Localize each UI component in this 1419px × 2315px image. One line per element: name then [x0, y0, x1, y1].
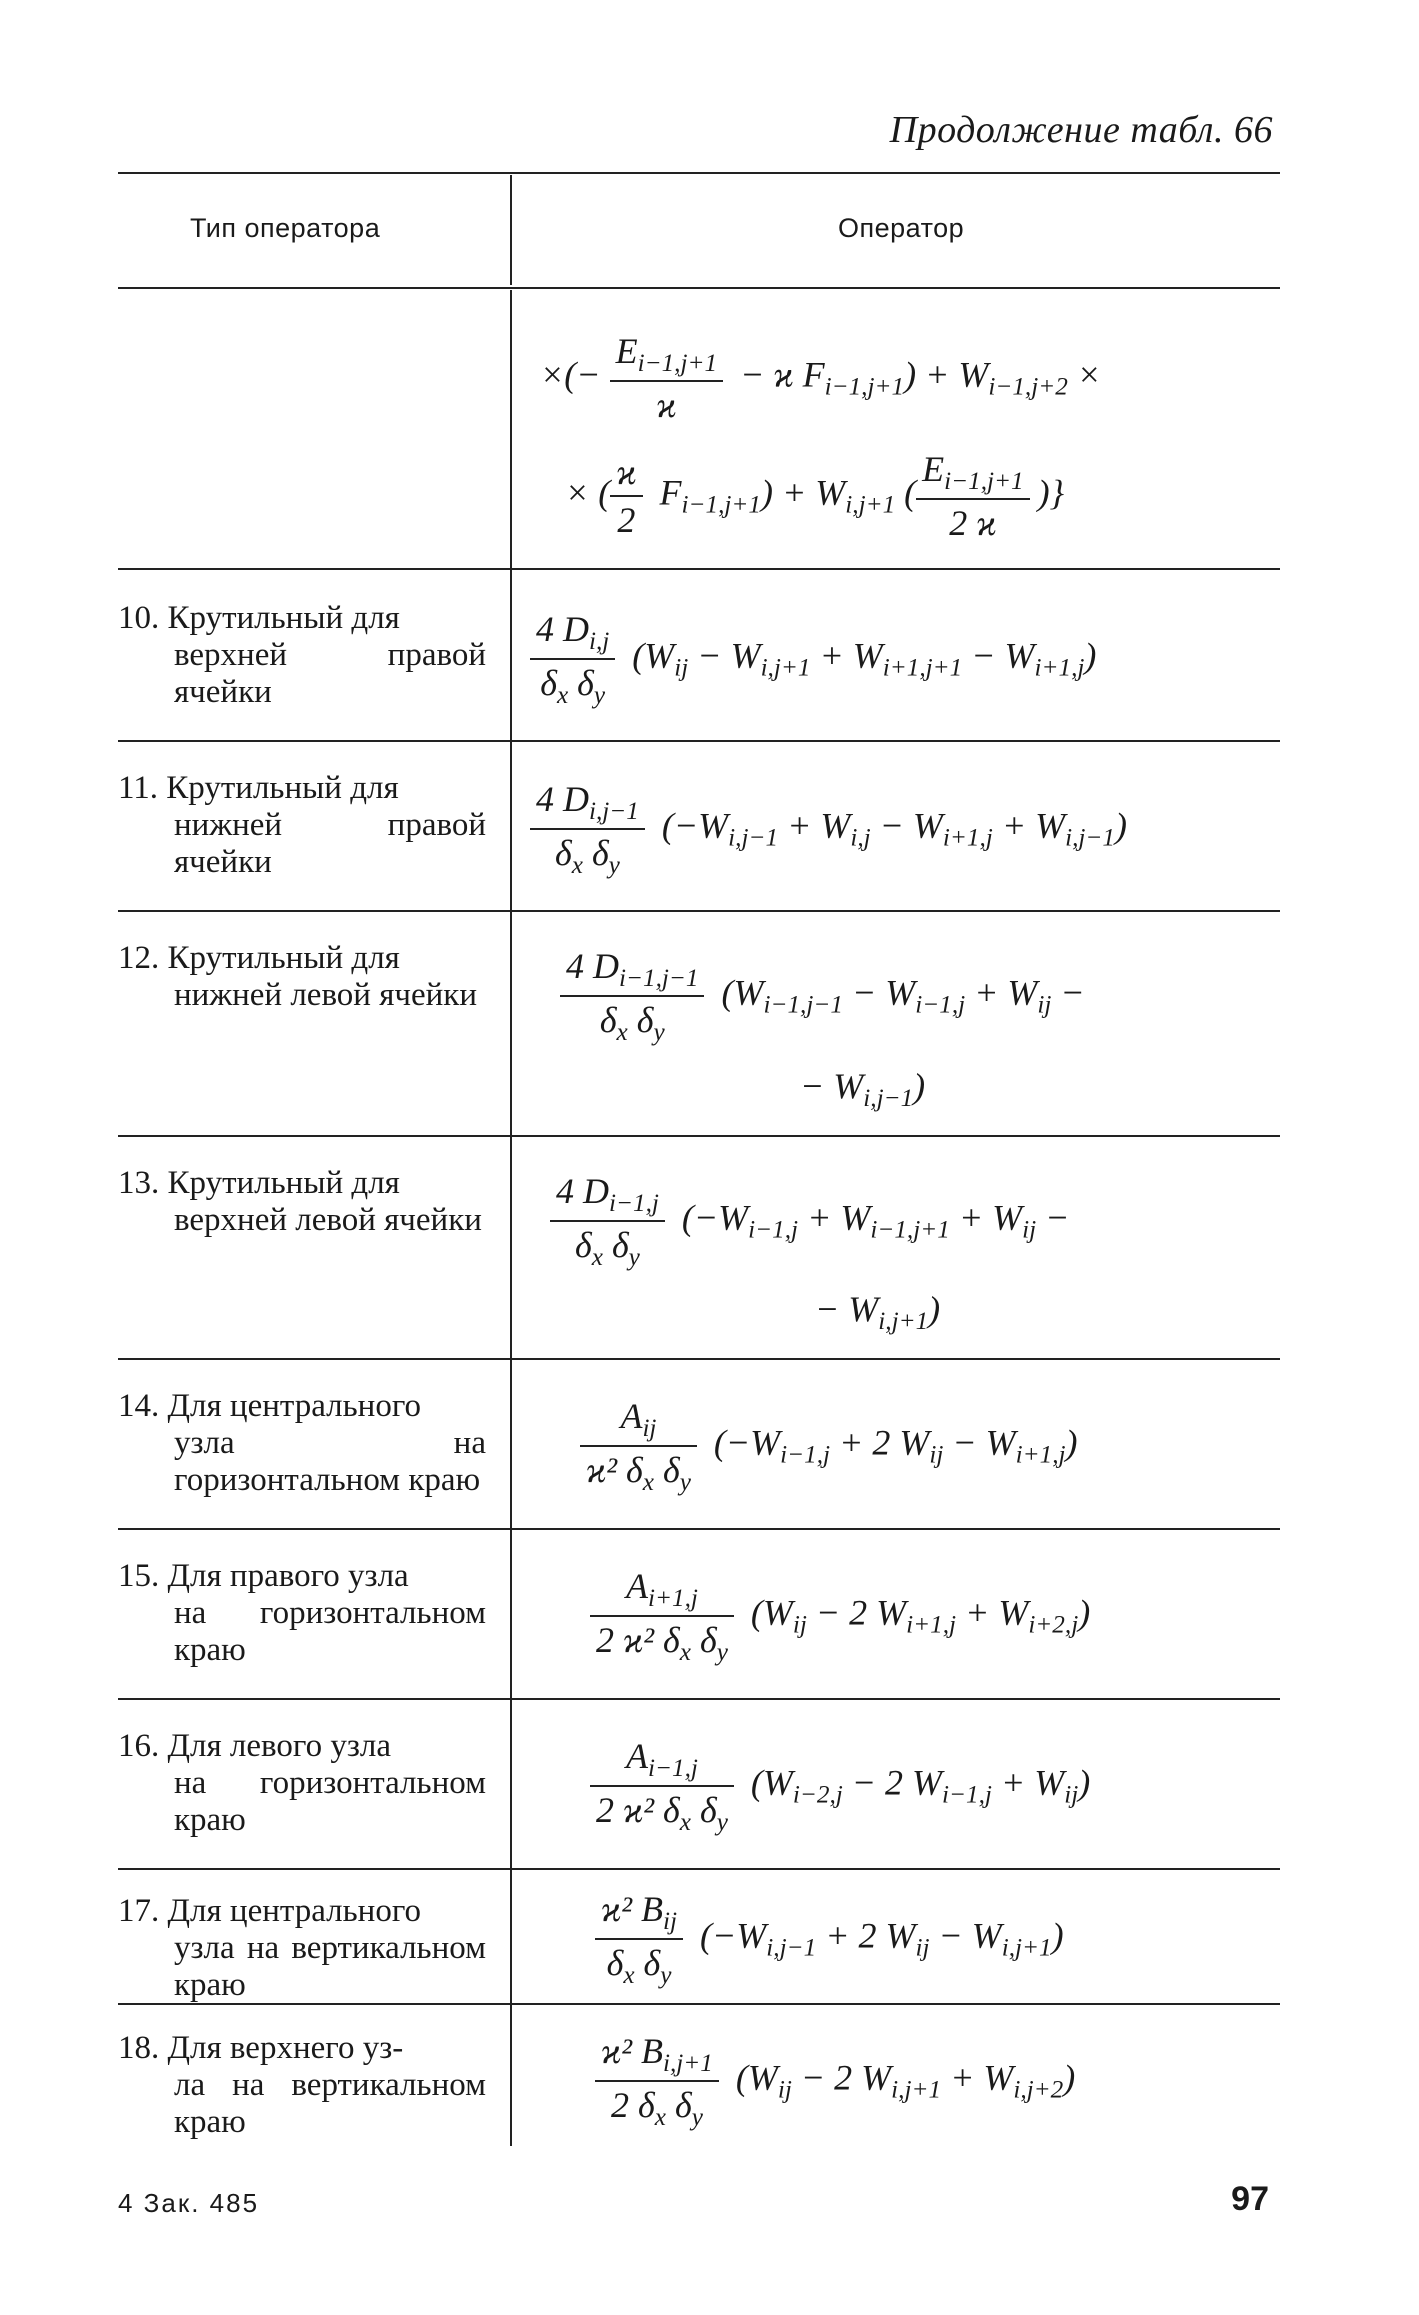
operator-type-rest: нижней левой ячейки — [174, 977, 477, 1013]
continuation-formula-line: × ( $\frac{ϰ}{2}$ $F_{i-1,j+1}) + W_{i,j+1}$ ( $\frac{E_{i-1,j+1}}{2 ϰ}$ )} — [565, 449, 1065, 544]
column-header-operator: Оператор — [838, 213, 965, 243]
table-row — [118, 1388, 486, 1499]
row-number: 11. — [118, 770, 159, 806]
row-divider — [118, 910, 1280, 912]
operator-type-first: Крутильный для — [167, 600, 400, 636]
table-header-rule — [118, 287, 1280, 289]
operator-formula: $\frac{ϰ^2 B_{i,j+1}}{2 \delta_x \delta_y}$ ($W_{ij} - 2$ $W_{i,j+1} + W_{i,j+2}$) — [595, 2030, 1075, 2132]
table-row — [118, 940, 486, 1014]
operator-type-rest: узла на горизонтальном краю — [174, 1425, 486, 1498]
row-divider — [118, 1698, 1280, 1700]
operator-type-rest: ла на вертикальном краю — [174, 2067, 486, 2140]
row-divider — [118, 740, 1280, 742]
operator-type-first: Крутильный для — [167, 1165, 400, 1201]
operator-type-rest: нижней правой ячейки — [174, 807, 486, 880]
operator-formula-continuation: − $W_{i,j+1}$) — [815, 1289, 941, 1336]
row-number: 13. — [118, 1165, 160, 1201]
table-row — [118, 1165, 486, 1239]
operator-type-first: Для центрального — [167, 1893, 422, 1929]
row-number: 12. — [118, 940, 160, 976]
operator-type-rest: на горизонтальном краю — [174, 1595, 486, 1668]
table-row — [118, 600, 486, 711]
operator-type-first: Для центрального — [167, 1388, 422, 1424]
row-number: 18. — [118, 2030, 160, 2066]
row-divider — [118, 1358, 1280, 1360]
row-number: 15. — [118, 1558, 160, 1594]
operator-formula: $\frac{4 D_{i,j}}{\delta_x \delta_y}$ $(W_{ij} - W_{i,j+1} + W_{i+1,j+1} - W_{i+1,j})$ — [530, 608, 1096, 710]
column-separator — [510, 175, 512, 285]
table-continuation-caption: Продолжение табл. 66 — [889, 109, 1273, 151]
operator-formula: $\frac{A_{i+1,j}}{2 ϰ^2 \delta_x \delta_y}$ ($W_{ij} - 2$ $W_{i+1,j} + W_{i+2,j}$) — [590, 1565, 1090, 1667]
table-top-rule — [118, 172, 1280, 174]
operator-type-rest: верхней левой ячейки — [174, 1202, 482, 1238]
row-number: 14. — [118, 1388, 160, 1424]
operator-type-rest: узла на вертикальном краю — [174, 1930, 486, 2003]
print-order-note: 4 Зак. 485 — [118, 2188, 260, 2218]
operator-formula: $\frac{A_{i-1,j}}{2 ϰ^2 \delta_x \delta_y}$ ($W_{i-2,j} - 2$ $W_{i-1,j} + W_{ij}$) — [590, 1735, 1090, 1837]
operator-formula: $\frac{ϰ^2 B_{ij}}{\delta_x \delta_y}$ ($-W_{i,j-1} + 2$ $W_{ij} - W_{i,j+1}$) — [595, 1888, 1064, 1990]
page-number: 97 — [1231, 2180, 1269, 2218]
continuation-formula-line: ×(− $\frac{E_{i-1,j+1}}{ϰ}$ − ϰ $F_{i-1,j+1}) + W_{i-1,j+2}$ × — [540, 331, 1102, 426]
operator-type-first: Для правого узла — [167, 1558, 409, 1594]
column-separator — [510, 290, 512, 2146]
row-number: 17. — [118, 1893, 160, 1929]
operator-formula-continuation: − $W_{i,j-1}$) — [800, 1066, 926, 1113]
table-row — [118, 1728, 486, 1839]
operator-type-rest: верхней правой ячейки — [174, 637, 486, 710]
operator-type-first: Для верхнего уз- — [167, 2030, 404, 2066]
operator-type-rest: на горизонтальном краю — [174, 1765, 486, 1838]
operator-formula: $\frac{4 D_{i,j-1}}{\delta_x \delta_y}$ $(-W_{i,j-1} + W_{i,j} - W_{i+1,j} + W_{i,j-1})$ — [530, 778, 1127, 880]
operator-type-first: Для левого узла — [167, 1728, 391, 1764]
table-row — [118, 1893, 486, 2004]
row-divider — [118, 1135, 1280, 1137]
operator-formula: $\frac{4 D_{i-1,j-1}}{\delta_x \delta_y}$ ($W_{i-1,j-1} - W_{i-1,j} + W_{ij}$ − — [560, 945, 1085, 1047]
table-row — [118, 1558, 486, 1669]
operator-formula: $\frac{4 D_{i-1,j}}{\delta_x \delta_y}$ ($-W_{i-1,j} + W_{i-1,j+1} + W_{ij}$ − — [550, 1170, 1069, 1272]
row-number: 16. — [118, 1728, 160, 1764]
operator-type-first: Крутильный для — [167, 940, 400, 976]
column-header-type: Тип оператора — [190, 213, 381, 243]
row-divider — [118, 1528, 1280, 1530]
operator-type-first: Крутильный для — [166, 770, 399, 806]
row-divider — [118, 568, 1280, 570]
operator-formula: $\frac{A_{ij}}{ϰ^2 \delta_x \delta_y}$ ($-W_{i-1,j} + 2$ $W_{ij} - W_{i+1,j}$) — [580, 1395, 1078, 1497]
row-number: 10. — [118, 600, 160, 636]
row-divider — [118, 1868, 1280, 1870]
table-row — [118, 2030, 486, 2141]
table-row — [118, 770, 486, 881]
